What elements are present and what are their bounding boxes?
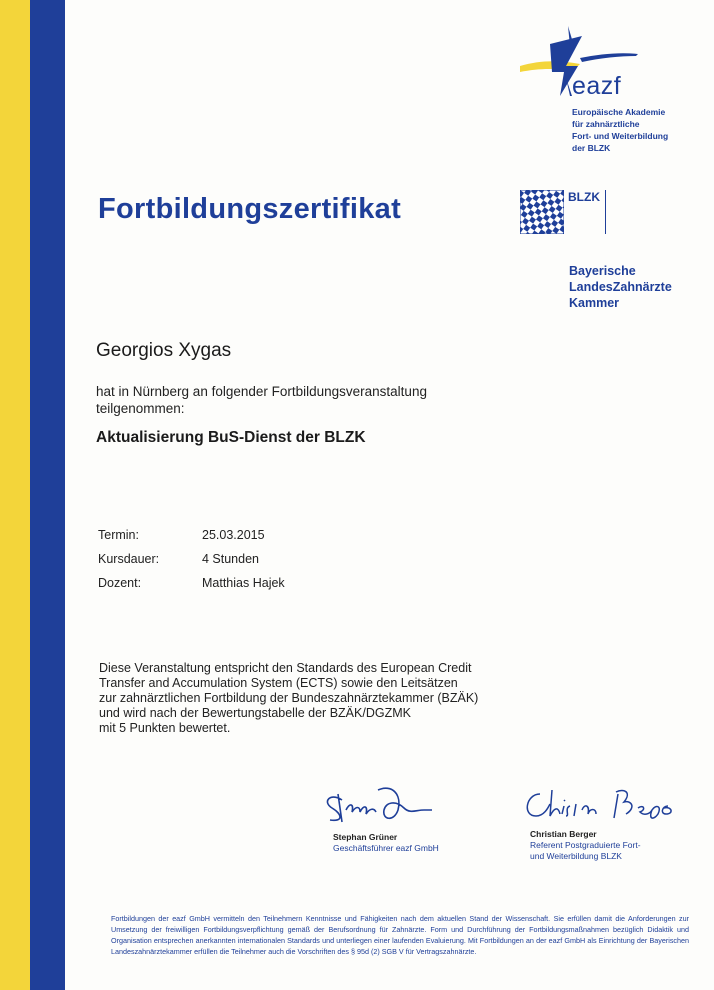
- eazf-name: eazf: [572, 72, 622, 100]
- detail-row: [98, 552, 285, 576]
- course-title: Aktualisierung BuS-Dienst der BLZK: [96, 429, 366, 446]
- detail-value: 4 Stunden: [202, 552, 259, 566]
- signature-stephan-gruener-icon: [320, 780, 440, 830]
- certificate-title: Fortbildungszertifikat: [98, 193, 402, 225]
- detail-value: 25.03.2015: [202, 528, 265, 542]
- signer-role: Referent Postgraduierte Fort-: [530, 840, 641, 850]
- footer-note: Fortbildungen der eazf GmbH vermitteln den Teilnehmern Kenntnisse und Fähigkeiten nach dem aktuellen Stand der Wissenschaft. Sie erfüllen damit die Anforderungen zur Umsetzung der freiwilligen Fortbildungsverpflichtung gemäß der Berufsordnung für Zahnärzte. Form und Durchführung der Fortbildungsmaßnahmen bezüglich Didaktik und Organisation entsprechen anerkannten internationalen Standards und unterliegen einer laufenden Evaluierung. Mit Fortbildungen an der eazf GmbH als Einrichtung der Bayerischen Landeszahnärztekammer erfüllen die Teilnehmer auch die Vorschriften des § 95d (2) SGB V für Vertragszahnärzte.: [111, 914, 689, 956]
- participant-name: Georgios Xygas: [96, 340, 232, 361]
- eazf-description: Europäische Akademie für zahnärztliche Fort- und Weiterbildung der BLZK: [572, 107, 669, 153]
- blzk-divider: [605, 190, 606, 234]
- detail-label: Dozent:: [98, 576, 142, 590]
- signer-gruener: [333, 832, 439, 854]
- yellow-stripe: [0, 0, 30, 990]
- signer-name: Christian Berger: [530, 829, 597, 839]
- signer-berger: [530, 829, 641, 862]
- signer-role: Geschäftsführer eazf GmbH: [333, 843, 439, 853]
- detail-value: Matthias Hajek: [202, 576, 285, 590]
- detail-label: Kursdauer:: [98, 552, 160, 566]
- blzk-name: Bayerische LandesZahnärzte Kammer: [569, 264, 672, 310]
- detail-label: Termin:: [98, 528, 139, 542]
- intro-text: hat in Nürnberg an folgender Fortbildungsveranstaltung teilgenommen:: [96, 384, 427, 416]
- signature-christian-berger-icon: [520, 780, 680, 830]
- detail-row: [98, 576, 285, 600]
- bavarian-lozenge-icon: [520, 190, 564, 234]
- signer-role: und Weiterbildung BLZK: [530, 851, 622, 861]
- detail-row: [98, 528, 285, 552]
- blzk-abbreviation: BLZK: [568, 190, 600, 204]
- course-details: [98, 528, 285, 600]
- signer-name: Stephan Grüner: [333, 832, 398, 842]
- blue-stripe: [30, 0, 65, 990]
- ects-statement: Diese Veranstaltung entspricht den Standards des European Credit Transfer and Accumulation System (ECTS) sowie den Leitsätzen zur zahnärztlichen Fortbildung der Bundeszahnärztekammer (BZÄK) und wird nach der Bewertungstabelle der BZÄK/DGZMK mit 5 Punkten bewertet.: [99, 661, 479, 735]
